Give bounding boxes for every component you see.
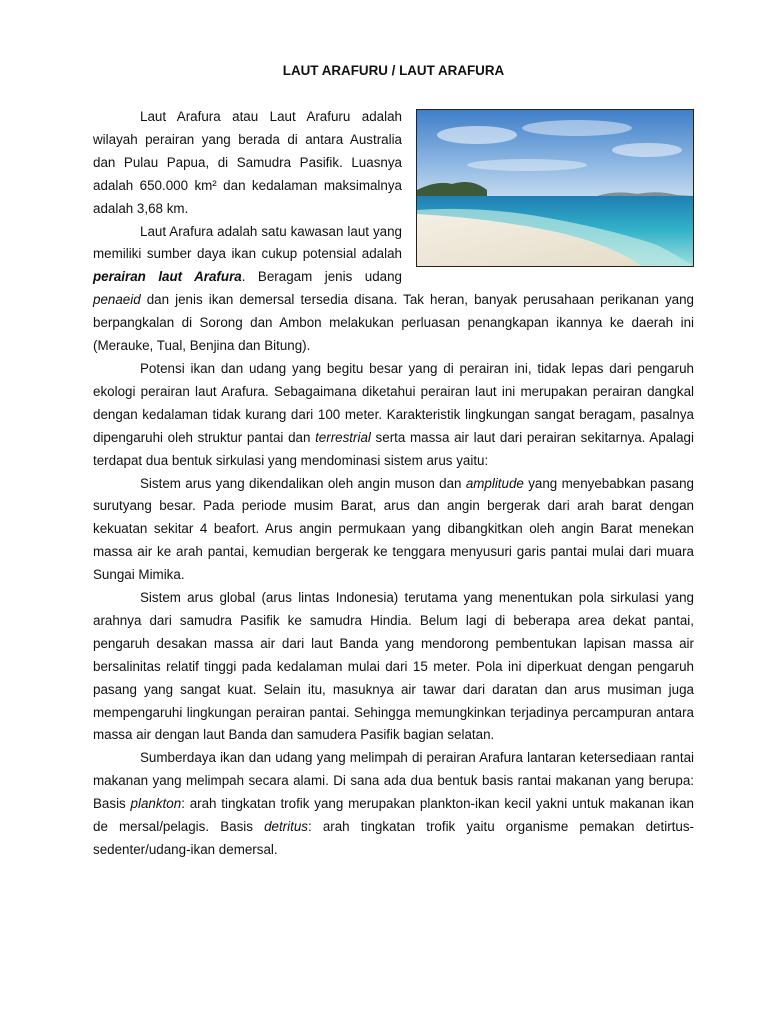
- paragraph-5: Sistem arus global (arus lintas Indonesia) terutama yang menentukan pola sirkulasi yang arahnya dari samudra Pasifik ke samudra Hindia. Belum lagi di beberapa area dekat pantai, pengaruh desakan massa air dari laut Banda yang mendorong pembentukan lapisan massa air bersalinitas relatif tinggi pada kedalaman mulai dari 15 meter. Pola ini diperkuat dengan pengaruh pasang yang sangat kuat. Selain itu, masuknya air tawar dari daratan dan arus musiman juga mempengaruhi lingkungan perairan pantai. Sehingga memungkinkan terjadinya percampuran antara massa air dengan laut Banda dan samudera Pasifik bagian selatan.: [93, 590, 694, 743]
- document-title: LAUT ARAFURU / LAUT ARAFURA: [282, 63, 505, 78]
- beach-image: [417, 110, 693, 266]
- paragraph-4: Sistem arus yang dikendalikan oleh angin muson dan amplitude yang menyebabkan pasang surutyang besar. Pada periode musim Barat, arus dan angin bergerak dari arah barat dengan kekuatan sekitar 4 beafort. Arus angin permukaan yang dibangkitkan oleh angin Barat menekan massa air ke arah pantai, kemudian bergerak ke tenggara menyusuri garis pantai mulai dari muara Sungai Mimika.: [93, 475, 694, 583]
- beach-photo: [416, 109, 694, 267]
- paragraph-2: Laut Arafura adalah satu kawasan laut yang memiliki sumber daya ikan cukup potensial adalah perairan laut Arafura. Beragam jenis udang penaeid dan jenis ikan demersal tersedia disana. Tak heran, banyak perusahaan perikanan yang berpangkalan di Sorong dan Ambon melakukan perluasan penangkapan ikannya ke daerah ini (Merauke, Tual, Benjina dan Bitung).: [93, 223, 694, 354]
- paragraph-6: Sumberdaya ikan dan udang yang melimpah di perairan Arafura lantaran ketersediaan rantai makanan yang melimpah secara alami. Di sana ada dua bentuk basis rantai makanan yang berupa: Basis plankton: arah tingkatan trofik yang merupakan plankton-ikan kecil yakni untuk makanan ikan de mersal/pelagis. Basis detritus: arah tingkatan trofik yaitu organisme pemakan detirtus-sedenter/udang-ikan demersal.: [93, 750, 694, 857]
- paragraph-3: Potensi ikan dan udang yang begitu besar yang di perairan ini, tidak lepas dari pengaruh ekologi perairan laut Arafura. Sebagaimana diketahui perairan laut ini merupakan perairan dangkal dengan kedalaman tidak kurang dari 100 meter. Karakteristik lingkungan sangat beragam, pasalnya dipengaruhi oleh struktur pantai dan terrestrial serta massa air laut dari perairan sekitarnya. Apalagi terdapat dua bentuk sirkulasi yang mendominasi sistem arus yaitu:: [93, 360, 694, 468]
- paragraph-1: Laut Arafura atau Laut Arafuru adalah wilayah perairan yang berada di antara Australia dan Pulau Papua, di Samudra Pasifik. Luasnya adalah 650.000 km² dan kedalaman maksimalnya adalah 3,68 km.: [93, 109, 402, 216]
- document-page: [93, 60, 694, 862]
